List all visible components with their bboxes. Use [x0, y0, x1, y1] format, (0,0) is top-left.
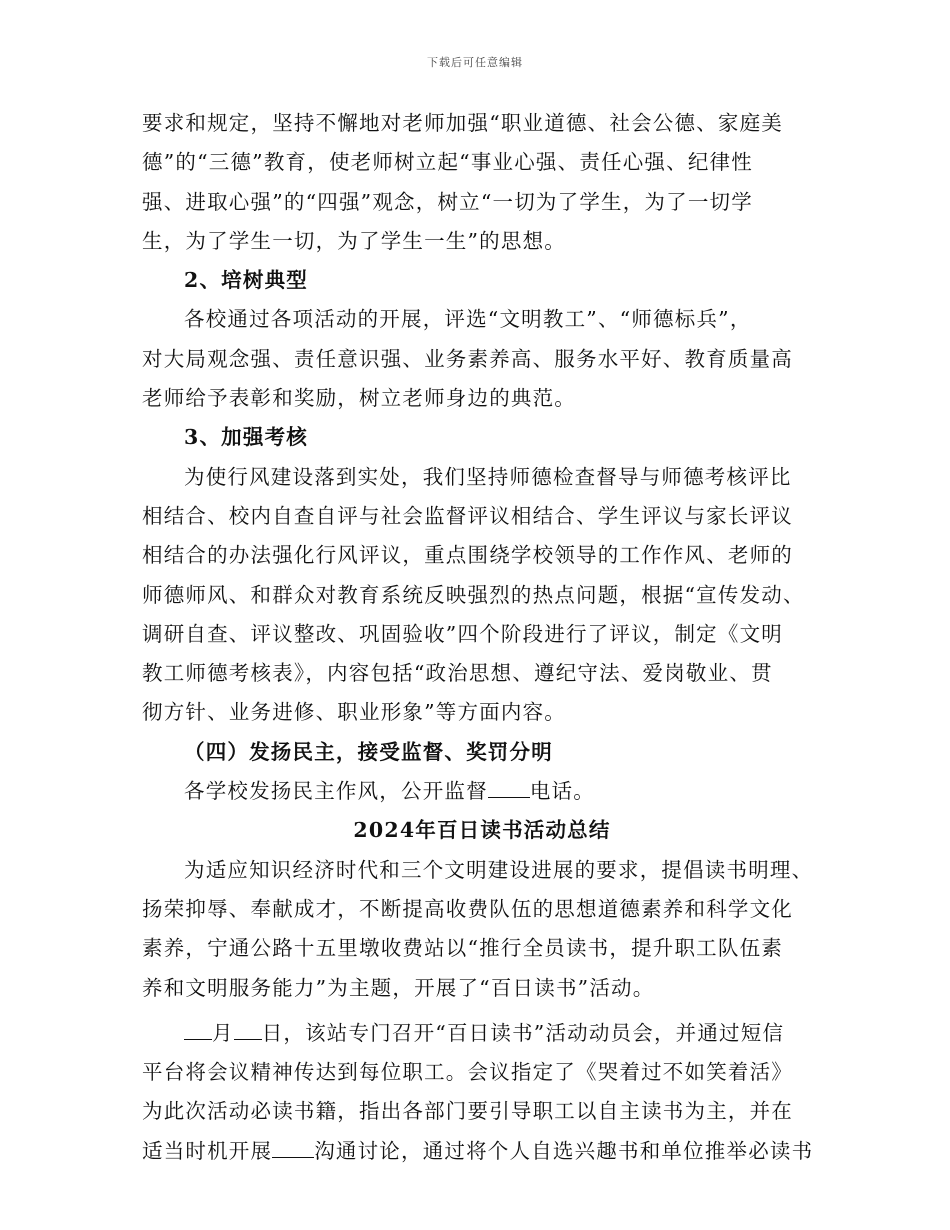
text-line: 为此次活动必读书籍，指出各部门要引导职工以自主读书为主，并在 [142, 1099, 793, 1124]
text-line: 师德师风、和群众对教育系统反映强烈的热点问题，根据“宣传发动、 [142, 582, 805, 607]
blank-underline [184, 1017, 212, 1040]
text-line: 强、进取心强”的“四强”观念，树立“一切为了学生，为了一切学 [142, 189, 753, 214]
text-segment: 各学校发扬民主作风，公开监督 [184, 779, 488, 804]
text-line: 调研自查、评议整改、巩固验收”四个阶段进行了评议，制定《文明 [142, 621, 783, 646]
text-line: 生，为了学生一切，为了学生一生”的思想。 [142, 228, 566, 253]
text-line: 要求和规定，坚持不懈地对老师加强“职业道德、社会公德、家庭美 [142, 111, 783, 135]
section-heading: 2、培树典型 [184, 268, 308, 293]
text-line: 为使行风建设落到实处，我们坚持师德检查督导与师德考核评比 [184, 464, 792, 489]
text-line: 对大局观念强、责任意识强、业务素养高、服务水平好、教育质量高 [142, 346, 793, 371]
text-line: 养和文明服务能力”为主题，开展了“百日读书”活动。 [142, 975, 655, 1000]
text-segment: 电话。 [529, 779, 595, 804]
document-body [142, 104, 822, 1171]
text-line [142, 1014, 822, 1053]
text-line [142, 1132, 822, 1171]
section-heading: 3、加强考核 [184, 425, 308, 450]
text-line: 相结合的办法强化行风评议，重点围绕学校领导的工作作风、老师的 [142, 543, 793, 568]
document-title: 2024年百日读书活动总结 [353, 818, 611, 843]
text-line: 相结合、校内自查自评与社会监督评议相结合、学生评议与家长评议 [142, 503, 793, 528]
text-line: 各校通过各项活动的开展，评选“文明教工”、“师德标兵”， [184, 307, 752, 332]
blank-underline [488, 775, 530, 798]
text-line: 平台将会议精神传达到每位职工。会议指定了《哭着过不如笑着活》 [142, 1060, 793, 1085]
page-header: 下载后可任意编辑 [427, 56, 523, 69]
text-segment: 日，该站专门召开“百日读书”活动动员会，并通过短信 [261, 1020, 785, 1045]
text-line: 为适应知识经济时代和三个文明建设进展的要求，提倡读书明理、 [184, 857, 814, 882]
text-line: 素养，宁通公路十五里墩收费站以“推行全员读书，提升职工队伍素 [142, 936, 783, 961]
text-line: 教工师德考核表》，内容包括“政治思想、遵纪守法、爱岗敬业、贯 [142, 661, 773, 686]
text-line: 彻方针、业务进修、职业形象”等方面内容。 [142, 700, 566, 725]
text-segment: 沟通讨论，通过将个人自选兴趣书和单位推举必读书 [314, 1138, 814, 1163]
blank-underline [234, 1017, 262, 1040]
text-line: 扬荣抑辱、奉献成才，不断提高收费队伍的思想道德素养和科学文化 [142, 896, 793, 921]
text-segment: 月 [212, 1020, 234, 1045]
blank-underline [272, 1135, 314, 1158]
section-heading: （四）发扬民主，接受监督、奖罚分明 [184, 739, 553, 764]
text-line: 德”的“三德”教育，使老师树立起“事业心强、责任心强、纪律性 [142, 150, 753, 175]
text-line [142, 772, 822, 811]
text-line: 老师给予表彰和奖励，树立老师身边的典范。 [142, 386, 576, 411]
text-segment: 适当时机开展 [142, 1138, 273, 1163]
